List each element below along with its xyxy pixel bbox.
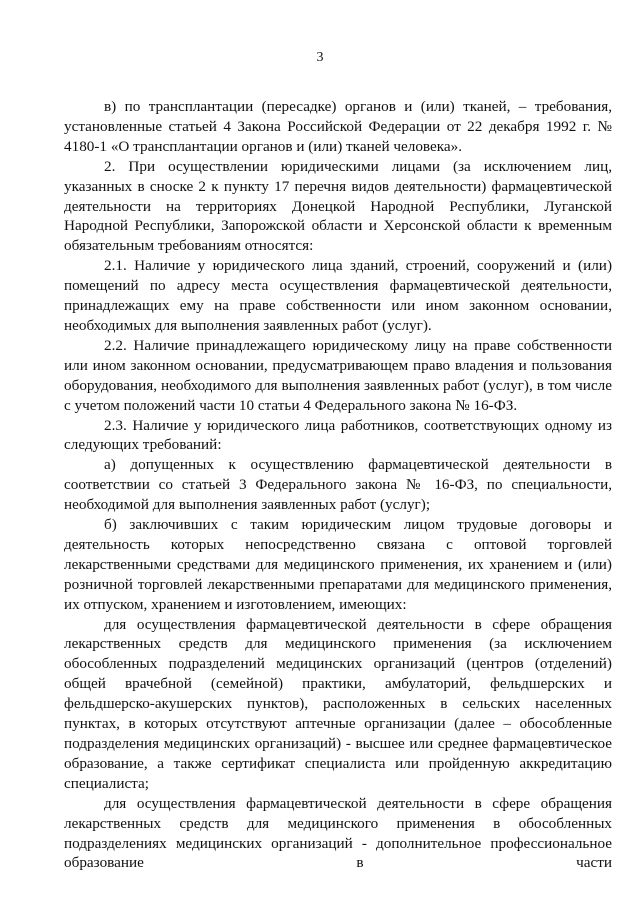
paragraph-item-b: б) заключивших с таким юридическим лицом трудовые договоры и деятельность которых непосредственно связана с оптовой торговлей лекарственными средствами для медицинского применения, их хранением и (или) розничной торговлей лекарственными препаратами для медицинского применения, их отпуском, хранением и изготовлением, имеющих: <box>64 516 612 613</box>
paragraph-transplantation-requirements: в) по трансплантации (пересадке) органов и (или) тканей, – требования, установленные статьей 4 Закона Российской Федерации от 22 декабря 1992 г. № 4180-1 «О трансплантации органов и (или) тканей человека». <box>64 98 612 155</box>
paragraph-2-2-equipment: 2.2. Наличие принадлежащего юридическому лицу на праве собственности или ином законном основании, предусматривающем право владения и пользования оборудования, необходимого для выполнения заявленных работ (услуг), в том числе с учетом положений части 10 статьи 4 Федерального закона № 16-ФЗ. <box>64 336 612 414</box>
page-number: 3 <box>316 50 324 65</box>
paragraph-2-pharmaceutical-activity: 2. При осуществлении юридическими лицами (за исключением лиц, указанных в сноске 2 к пункту 17 перечня видов деятельности) фармацевтической деятельности на территориях Донецкой Народной Республики, Луганской Народной Республики, Запорожской области и Херсонской области к временным обязательным требованиям относятся: <box>64 157 612 255</box>
paragraph-2-1-premises: 2.1. Наличие у юридического лица зданий, строений, сооружений и (или) помещений по адресу места осуществления фармацевтической деятельности, принадлежащих ему на праве собственности или ином законном основании, необходимых для выполнения заявленных работ (услуг). <box>64 257 612 334</box>
paragraph-medicines-circulation: для осуществления фармацевтической деятельности в сфере обращения лекарственных средств для медицинского применения (за исключением обособленных подразделений медицинских организаций (центров (отделений) общей врачебной (семейной) практики, амбулаторий, фельдшерских и фельдшерско-акушерских пунктов), расположенных в сельских населенных пунктах, в которых отсутствуют аптечные организации (далее – обособленные подразделения медицинских организаций) - высшее или среднее фармацевтическое образование, а также сертификат специалиста или пройденную аккредитацию специалиста; <box>64 615 612 792</box>
document-body <box>64 97 612 873</box>
paragraph-separate-subdivisions: для осуществления фармацевтической деятельности в сфере обращения лекарственных средств для медицинского применения в обособленных подразделениях медицинских организаций - дополнительное профессиональное образование в части <box>64 794 612 872</box>
paragraph-item-a: а) допущенных к осуществлению фармацевтической деятельности в соответствии со статьей 3 Федерального закона № 16-ФЗ, по специальности, необходимой для выполнения заявленных работ (услуг); <box>64 456 612 514</box>
paragraph-2-3-employees: 2.3. Наличие у юридического лица работников, соответствующих одному из следующих требований: <box>64 416 612 454</box>
